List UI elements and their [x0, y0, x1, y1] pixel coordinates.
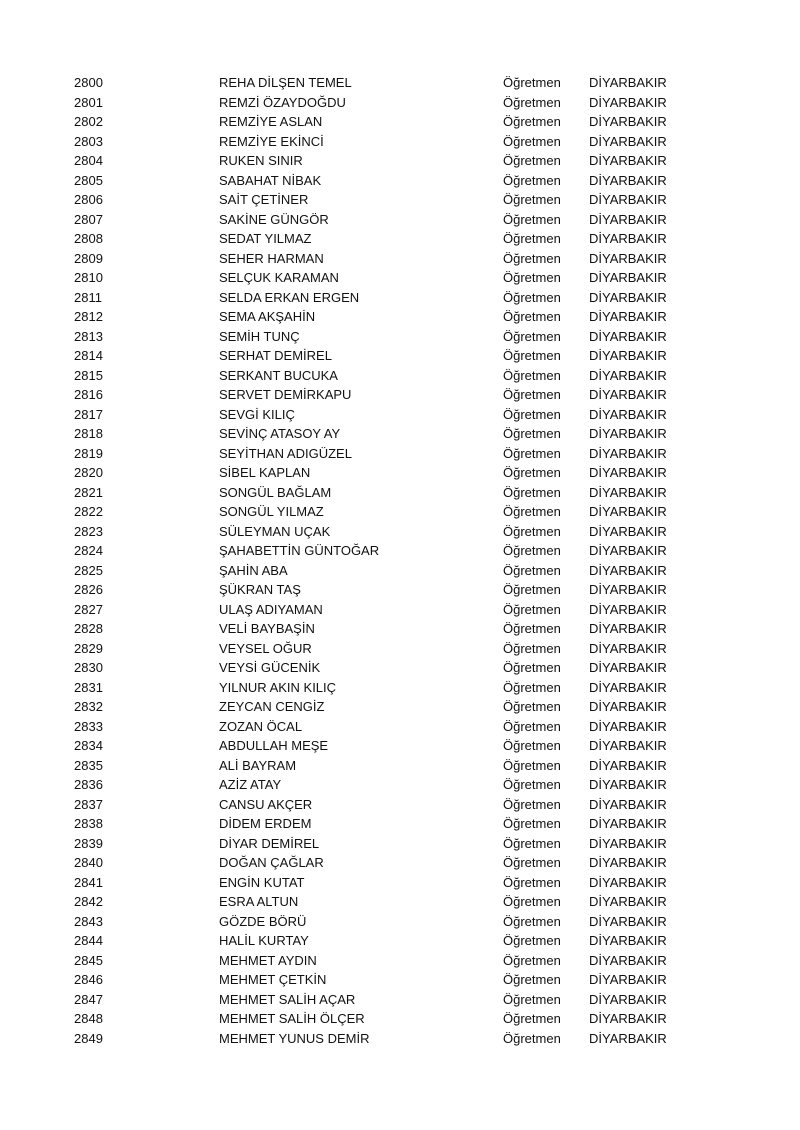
row-number: 2838: [74, 816, 103, 831]
job-title: Öğretmen: [503, 699, 561, 714]
person-name: SELDA ERKAN ERGEN: [219, 289, 360, 305]
person-name: REMZİYE ASLAN: [219, 114, 323, 129]
row-number: 2834: [74, 738, 103, 753]
row-number: 2843: [74, 913, 103, 929]
person-name: MEHMET SALİH ÖLÇER: [219, 1011, 365, 1026]
city-name: DİYARBAKIR: [589, 75, 667, 90]
list-row: [0, 151, 800, 171]
city-name: DİYARBAKIR: [589, 1011, 667, 1026]
job-title: Öğretmen: [503, 777, 561, 792]
row-number: 2801: [74, 94, 103, 110]
list-row: [0, 970, 800, 990]
person-name: VEYSEL OĞUR: [219, 640, 312, 656]
row-number: 2847: [74, 991, 103, 1007]
city-name: DİYARBAKIR: [589, 367, 667, 383]
person-name: CANSU AKÇER: [219, 796, 313, 812]
job-title: Öğretmen: [503, 738, 561, 753]
list-row: [0, 873, 800, 893]
teacher-list: [0, 73, 800, 1048]
job-title: Öğretmen: [503, 406, 561, 422]
row-number: 2846: [74, 972, 103, 987]
list-row: [0, 502, 800, 522]
person-name: DOĞAN ÇAĞLAR: [219, 855, 324, 870]
list-row: [0, 112, 800, 132]
person-name: REMZİ ÖZAYDOĞDU: [219, 94, 346, 110]
person-name: SERKANT BUCUKA: [219, 367, 338, 383]
city-name: DİYARBAKIR: [589, 796, 667, 812]
job-title: Öğretmen: [503, 114, 561, 129]
person-name: SEMA AKŞAHİN: [219, 309, 316, 324]
city-name: DİYARBAKIR: [589, 738, 667, 753]
city-name: DİYARBAKIR: [589, 1030, 667, 1046]
job-title: Öğretmen: [503, 445, 561, 461]
job-title: Öğretmen: [503, 172, 561, 188]
person-name: YILNUR AKIN KILIÇ: [219, 679, 337, 695]
job-title: Öğretmen: [503, 75, 561, 90]
city-name: DİYARBAKIR: [589, 484, 667, 500]
city-name: DİYARBAKIR: [589, 133, 667, 149]
job-title: Öğretmen: [503, 640, 561, 656]
job-title: Öğretmen: [503, 933, 561, 948]
person-name: ULAŞ ADIYAMAN: [219, 601, 323, 617]
city-name: DİYARBAKIR: [589, 543, 667, 558]
job-title: Öğretmen: [503, 582, 561, 597]
person-name: ENGİN KUTAT: [219, 874, 305, 890]
row-number: 2833: [74, 718, 103, 734]
list-row: [0, 463, 800, 483]
person-name: SEYİTHAN ADIGÜZEL: [219, 445, 352, 461]
job-title: Öğretmen: [503, 387, 561, 402]
row-number: 2826: [74, 582, 103, 597]
city-name: DİYARBAKIR: [589, 718, 667, 734]
list-row: [0, 444, 800, 464]
list-row: [0, 483, 800, 503]
row-number: 2849: [74, 1030, 103, 1046]
row-number: 2821: [74, 484, 103, 500]
list-row: [0, 600, 800, 620]
city-name: DİYARBAKIR: [589, 94, 667, 110]
city-name: DİYARBAKIR: [589, 874, 667, 890]
row-number: 2827: [74, 601, 103, 617]
city-name: DİYARBAKIR: [589, 952, 667, 968]
person-name: MEHMET AYDIN: [219, 952, 317, 968]
job-title: Öğretmen: [503, 952, 561, 968]
city-name: DİYARBAKIR: [589, 835, 667, 851]
job-title: Öğretmen: [503, 484, 561, 500]
city-name: DİYARBAKIR: [589, 601, 667, 617]
person-name: MEHMET SALİH AÇAR: [219, 991, 356, 1007]
job-title: Öğretmen: [503, 894, 561, 909]
row-number: 2816: [74, 387, 103, 402]
person-name: SELÇUK KARAMAN: [219, 270, 339, 285]
city-name: DİYARBAKIR: [589, 894, 667, 909]
person-name: GÖZDE BÖRÜ: [219, 913, 307, 929]
job-title: Öğretmen: [503, 153, 561, 168]
row-number: 2831: [74, 679, 103, 695]
row-number: 2817: [74, 406, 103, 422]
list-row: [0, 190, 800, 210]
list-row: [0, 931, 800, 951]
row-number: 2805: [74, 172, 103, 188]
job-title: Öğretmen: [503, 465, 561, 480]
job-title: Öğretmen: [503, 913, 561, 929]
city-name: DİYARBAKIR: [589, 192, 667, 207]
job-title: Öğretmen: [503, 270, 561, 285]
row-number: 2802: [74, 114, 103, 129]
job-title: Öğretmen: [503, 192, 561, 207]
row-number: 2807: [74, 211, 103, 227]
row-number: 2844: [74, 933, 103, 948]
row-number: 2809: [74, 250, 103, 266]
list-row: [0, 346, 800, 366]
list-row: [0, 580, 800, 600]
person-name: SÜLEYMAN UÇAK: [219, 523, 331, 539]
list-row: [0, 307, 800, 327]
city-name: DİYARBAKIR: [589, 289, 667, 305]
row-number: 2811: [74, 289, 102, 305]
row-number: 2819: [74, 445, 103, 461]
list-row: [0, 229, 800, 249]
city-name: DİYARBAKIR: [589, 328, 667, 344]
person-name: DİDEM ERDEM: [219, 816, 312, 831]
job-title: Öğretmen: [503, 94, 561, 110]
row-number: 2832: [74, 699, 103, 714]
job-title: Öğretmen: [503, 1011, 561, 1026]
row-number: 2803: [74, 133, 103, 149]
list-row: [0, 775, 800, 795]
job-title: Öğretmen: [503, 543, 561, 558]
row-number: 2835: [74, 757, 103, 773]
row-number: 2800: [74, 75, 103, 90]
row-number: 2815: [74, 367, 103, 383]
person-name: REHA DİLŞEN TEMEL: [219, 75, 352, 90]
city-name: DİYARBAKIR: [589, 777, 667, 792]
list-row: [0, 522, 800, 542]
person-name: ABDULLAH MEŞE: [219, 738, 329, 753]
person-name: SEDAT YILMAZ: [219, 231, 312, 246]
row-number: 2814: [74, 348, 103, 363]
city-name: DİYARBAKIR: [589, 114, 667, 129]
row-number: 2830: [74, 660, 103, 675]
list-row: [0, 892, 800, 912]
person-name: ŞAHABETTİN GÜNTOĞAR: [219, 543, 380, 558]
person-name: SONGÜL YILMAZ: [219, 504, 324, 519]
city-name: DİYARBAKIR: [589, 387, 667, 402]
row-number: 2825: [74, 562, 103, 578]
city-name: DİYARBAKIR: [589, 445, 667, 461]
list-row: [0, 795, 800, 815]
row-number: 2837: [74, 796, 103, 812]
list-row: [0, 834, 800, 854]
city-name: DİYARBAKIR: [589, 933, 667, 948]
list-row: [0, 405, 800, 425]
city-name: DİYARBAKIR: [589, 660, 667, 675]
city-name: DİYARBAKIR: [589, 172, 667, 188]
city-name: DİYARBAKIR: [589, 991, 667, 1007]
job-title: Öğretmen: [503, 679, 561, 695]
person-name: SEVİNÇ ATASOY AY: [219, 426, 341, 441]
job-title: Öğretmen: [503, 718, 561, 734]
person-name: SAİT ÇETİNER: [219, 192, 309, 207]
row-number: 2823: [74, 523, 103, 539]
row-number: 2810: [74, 270, 103, 285]
city-name: DİYARBAKIR: [589, 504, 667, 519]
list-row: [0, 1029, 800, 1049]
row-number: 2839: [74, 835, 103, 851]
city-name: DİYARBAKIR: [589, 972, 667, 987]
job-title: Öğretmen: [503, 816, 561, 831]
list-row: [0, 210, 800, 230]
person-name: AZİZ ATAY: [219, 777, 282, 792]
row-number: 2845: [74, 952, 103, 968]
person-name: SABAHAT NİBAK: [219, 172, 322, 188]
list-row: [0, 288, 800, 308]
city-name: DİYARBAKIR: [589, 582, 667, 597]
row-number: 2824: [74, 543, 103, 558]
list-row: [0, 619, 800, 639]
row-number: 2808: [74, 231, 103, 246]
job-title: Öğretmen: [503, 328, 561, 344]
person-name: RUKEN SINIR: [219, 153, 303, 168]
job-title: Öğretmen: [503, 250, 561, 266]
job-title: Öğretmen: [503, 504, 561, 519]
job-title: Öğretmen: [503, 757, 561, 773]
city-name: DİYARBAKIR: [589, 913, 667, 929]
job-title: Öğretmen: [503, 211, 561, 227]
city-name: DİYARBAKIR: [589, 816, 667, 831]
list-row: [0, 268, 800, 288]
job-title: Öğretmen: [503, 835, 561, 851]
person-name: HALİL KURTAY: [219, 933, 309, 948]
row-number: 2813: [74, 328, 103, 344]
row-number: 2812: [74, 309, 103, 324]
row-number: 2848: [74, 1011, 103, 1026]
job-title: Öğretmen: [503, 289, 561, 305]
city-name: DİYARBAKIR: [589, 523, 667, 539]
row-number: 2828: [74, 621, 103, 636]
city-name: DİYARBAKIR: [589, 231, 667, 246]
person-name: MEHMET YUNUS DEMİR: [219, 1030, 370, 1046]
job-title: Öğretmen: [503, 133, 561, 149]
list-row: [0, 990, 800, 1010]
job-title: Öğretmen: [503, 621, 561, 636]
job-title: Öğretmen: [503, 523, 561, 539]
list-row: [0, 424, 800, 444]
row-number: 2836: [74, 777, 103, 792]
person-name: ESRA ALTUN: [219, 894, 299, 909]
city-name: DİYARBAKIR: [589, 426, 667, 441]
city-name: DİYARBAKIR: [589, 270, 667, 285]
person-name: SEMİH TUNÇ: [219, 328, 300, 344]
person-name: ALİ BAYRAM: [219, 757, 297, 773]
job-title: Öğretmen: [503, 660, 561, 675]
job-title: Öğretmen: [503, 562, 561, 578]
row-number: 2840: [74, 855, 103, 870]
job-title: Öğretmen: [503, 231, 561, 246]
city-name: DİYARBAKIR: [589, 640, 667, 656]
city-name: DİYARBAKIR: [589, 153, 667, 168]
person-name: MEHMET ÇETKİN: [219, 972, 327, 987]
list-row: [0, 853, 800, 873]
list-row: [0, 756, 800, 776]
person-name: REMZİYE EKİNCİ: [219, 133, 324, 149]
job-title: Öğretmen: [503, 855, 561, 870]
city-name: DİYARBAKIR: [589, 699, 667, 714]
list-row: [0, 541, 800, 561]
person-name: SAKİNE GÜNGÖR: [219, 211, 329, 227]
row-number: 2820: [74, 465, 103, 480]
list-row: [0, 658, 800, 678]
person-name: VEYSİ GÜCENİK: [219, 660, 321, 675]
job-title: Öğretmen: [503, 309, 561, 324]
list-row: [0, 73, 800, 93]
list-row: [0, 736, 800, 756]
row-number: 2818: [74, 426, 103, 441]
person-name: SEVGİ KILIÇ: [219, 406, 295, 422]
list-row: [0, 93, 800, 113]
person-name: SEHER HARMAN: [219, 250, 324, 266]
person-name: SİBEL KAPLAN: [219, 465, 311, 480]
list-row: [0, 132, 800, 152]
list-row: [0, 1009, 800, 1029]
city-name: DİYARBAKIR: [589, 465, 667, 480]
job-title: Öğretmen: [503, 367, 561, 383]
person-name: ZOZAN ÖCAL: [219, 718, 303, 734]
job-title: Öğretmen: [503, 348, 561, 363]
row-number: 2829: [74, 640, 103, 656]
person-name: SERVET DEMİRKAPU: [219, 387, 352, 402]
row-number: 2806: [74, 192, 103, 207]
city-name: DİYARBAKIR: [589, 309, 667, 324]
list-row: [0, 249, 800, 269]
city-name: DİYARBAKIR: [589, 679, 667, 695]
job-title: Öğretmen: [503, 991, 561, 1007]
list-row: [0, 561, 800, 581]
list-row: [0, 366, 800, 386]
city-name: DİYARBAKIR: [589, 348, 667, 363]
job-title: Öğretmen: [503, 426, 561, 441]
job-title: Öğretmen: [503, 796, 561, 812]
row-number: 2804: [74, 153, 103, 168]
list-row: [0, 327, 800, 347]
person-name: DİYAR DEMİREL: [219, 835, 320, 851]
person-name: ŞAHİN ABA: [219, 562, 288, 578]
list-row: [0, 951, 800, 971]
job-title: Öğretmen: [503, 601, 561, 617]
city-name: DİYARBAKIR: [589, 562, 667, 578]
city-name: DİYARBAKIR: [589, 250, 667, 266]
list-row: [0, 678, 800, 698]
city-name: DİYARBAKIR: [589, 757, 667, 773]
row-number: 2841: [74, 874, 103, 890]
list-row: [0, 171, 800, 191]
row-number: 2822: [74, 504, 103, 519]
person-name: SONGÜL BAĞLAM: [219, 484, 332, 500]
job-title: Öğretmen: [503, 874, 561, 890]
list-row: [0, 814, 800, 834]
job-title: Öğretmen: [503, 1030, 561, 1046]
city-name: DİYARBAKIR: [589, 621, 667, 636]
row-number: 2842: [74, 894, 103, 909]
job-title: Öğretmen: [503, 972, 561, 987]
list-row: [0, 717, 800, 737]
person-name: SERHAT DEMİREL: [219, 348, 332, 363]
list-row: [0, 697, 800, 717]
list-row: [0, 912, 800, 932]
city-name: DİYARBAKIR: [589, 211, 667, 227]
list-row: [0, 385, 800, 405]
person-name: ZEYCAN CENGİZ: [219, 699, 325, 714]
person-name: ŞÜKRAN TAŞ: [219, 582, 301, 597]
city-name: DİYARBAKIR: [589, 406, 667, 422]
list-row: [0, 639, 800, 659]
person-name: VELİ BAYBAŞİN: [219, 621, 315, 636]
city-name: DİYARBAKIR: [589, 855, 667, 870]
